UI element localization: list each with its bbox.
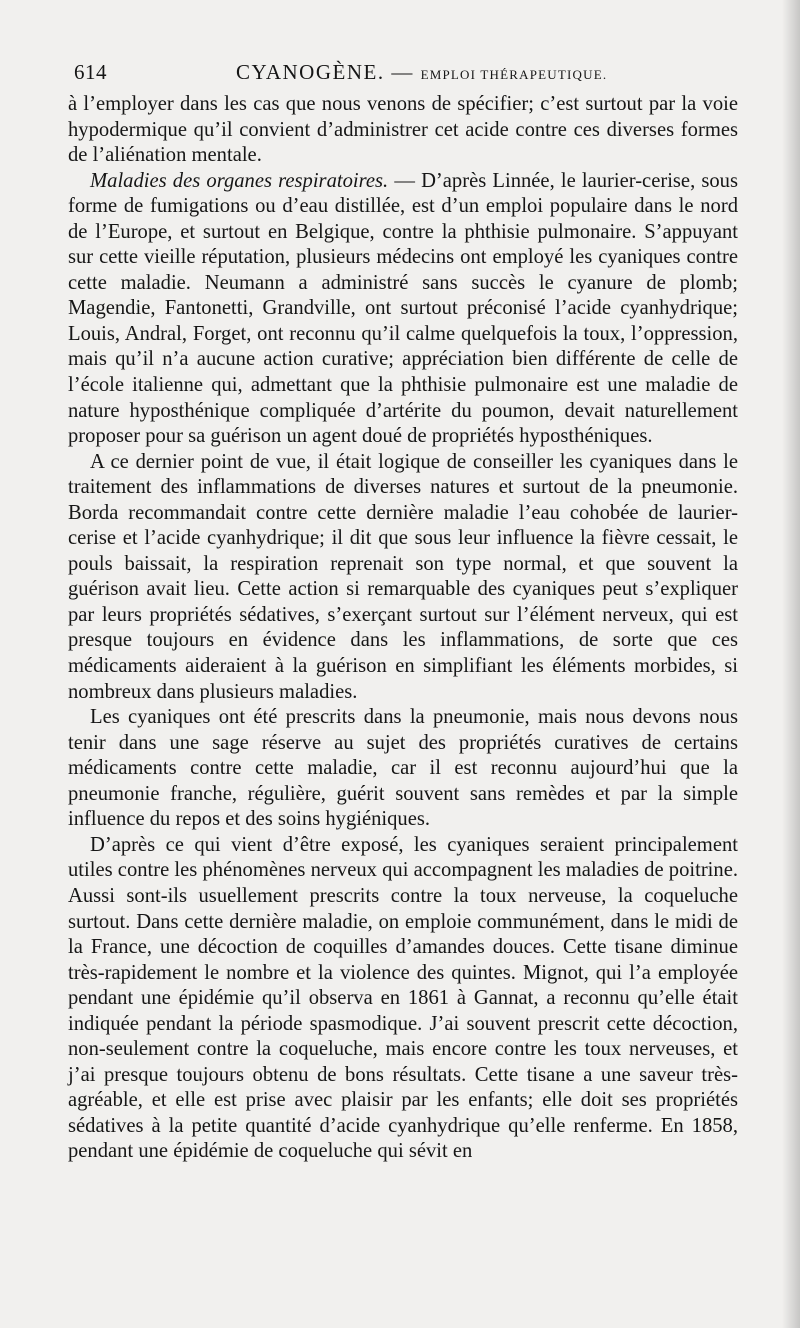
page-edge-shadow	[782, 0, 800, 1328]
paragraph	[68, 92, 738, 169]
running-title-main: CYANOGÈNE.	[236, 60, 385, 84]
book-page	[68, 52, 738, 1292]
paragraph	[68, 833, 738, 1165]
paragraph	[68, 705, 738, 833]
paragraph-text: à l’employer dans les cas que nous venons de spécifier; c’est surtout par la voie hypodermique qu’il convient d’administrer cet acide contre ces diverses formes de l’aliénation mentale.	[68, 93, 738, 167]
running-title-sub: EMPLOI THÉRAPEUTIQUE.	[420, 67, 608, 82]
paragraph	[68, 450, 738, 705]
paragraph	[68, 169, 738, 450]
running-title-dash: —	[391, 60, 414, 84]
body-text	[68, 92, 738, 1165]
running-title	[236, 52, 607, 95]
paragraph-text: A ce dernier point de vue, il était logique de conseiller les cyaniques dans le traitement des inflammations de diverses natures et surtout de la pneumonie. Borda recommandait contre cette dernière maladie l’eau cohobée de laurier-cerise et l’acide cyanhydrique; il dit que sous leur influence la fièvre cessait, le pouls baissait, la respiration reprenait son type normal, et que souvent la guérison avait lieu. Cette action si remarquable des cyaniques peut s’expliquer par leurs propriétés sédatives, s’exerçant surtout sur l’élément nerveux, qui est presque toujours en évidence dans les inflammations, de sorte que ces médicaments aideraient à la guérison en simplifiant les éléments morbides, si nombreux dans plusieurs maladies.	[68, 450, 738, 703]
paragraph-text: D’après ce qui vient d’être exposé, les cyaniques seraient principalement utiles contre les phénomènes nerveux qui accompagnent les maladies de poitrine. Aussi sont-ils usuellement prescrits contre la toux nerveuse, la coqueluche surtout. Dans cette dernière maladie, on emploie communément, dans le midi de la France, une décoction de coquilles d’amandes douces. Cette tisane diminue très-rapidement le nombre et la violence des quintes. Mignot, qui l’a employée pendant une épidémie qu’il observa en 1861 à Gannat, a reconnu qu’elle était indiquée pendant la période spasmodique. J’ai souvent prescrit cette décoction, non-seulement contre la coqueluche, mais encore contre les toux nerveuses, et j’ai presque toujours obtenu de bons résultats. Cette tisane a une saveur très-agréable, et elle est prise avec plaisir par les enfants; elle doit ses propriétés sédatives à la petite quantité d’acide cyanhydrique qu’elle renferme. En 1858, pendant une épidémie de coqueluche qui sévit en	[68, 833, 738, 1163]
section-lead: Maladies des organes respiratoires.	[90, 169, 389, 192]
paragraph-text: — D’après Linnée, le laurier-cerise, sous forme de fumigations ou d’eau distillée, est d’un emploi populaire dans le nord de l’Europe, et surtout en Belgique, contre la phthisie pulmonaire. S’appuyant sur cette vieille réputation, plusieurs médecins ont employé les cyaniques contre cette maladie. Neumann a administré sans succès le cyanure de plomb; Magendie, Fantonetti, Grandville, ont surtout préconisé l’acide cyanhydrique; Louis, Andral, Forget, ont reconnu qu’il calme quelquefois la toux, l’oppression, mais qu’il n’a aucune action curative; appréciation bien différente de celle de l’école italienne qui, admettant que la phthisie pulmonaire est une maladie de nature hyposthénique compliquée d’artérite du poumon, devait naturellement proposer pour sa guérison un agent doué de propriétés hyposthéniques.	[68, 169, 738, 448]
running-header	[68, 52, 738, 92]
paragraph-text: Les cyaniques ont été prescrits dans la pneumonie, mais nous devons nous tenir dans une sage réserve au sujet des propriétés curatives de certains médicaments contre cette maladie, car il est reconnu aujourd’hui que la pneumonie franche, régulière, guérit souvent sans remèdes et par la simple influence du repos et des soins hygiéniques.	[68, 706, 738, 831]
page-number: 614	[74, 60, 107, 84]
